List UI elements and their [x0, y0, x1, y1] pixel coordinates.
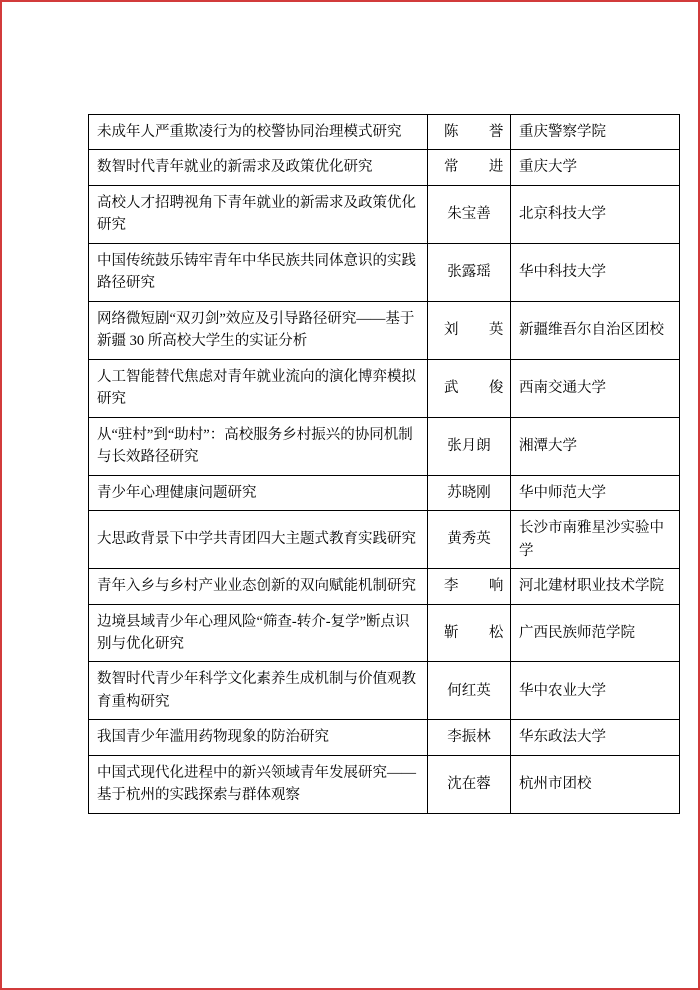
cell-project-title: 未成年人严重欺凌行为的校警协同治理模式研究 — [89, 115, 428, 150]
cell-organization: 北京科技大学 — [511, 185, 680, 243]
cell-author-name: 黄秀英 — [428, 511, 511, 569]
table-body — [89, 115, 680, 814]
cell-author-name: 沈在蓉 — [428, 755, 511, 813]
cell-author-name: 苏晓刚 — [428, 475, 511, 510]
cell-project-title: 我国青少年滥用药物现象的防治研究 — [89, 720, 428, 755]
cell-project-title: 青年入乡与乡村产业业态创新的双向赋能机制研究 — [89, 569, 428, 604]
table-row — [89, 115, 680, 150]
cell-author-name — [428, 115, 511, 150]
author-name-text: 刘 英 — [443, 322, 512, 339]
cell-organization: 杭州市团校 — [511, 755, 680, 813]
cell-organization: 长沙市南雅星沙实验中学 — [511, 511, 680, 569]
table-row — [89, 301, 680, 359]
table-container — [88, 114, 664, 814]
table-row — [89, 475, 680, 510]
cell-project-title: 网络微短剧“双刃剑”效应及引导路径研究——基于新疆 30 所高校大学生的实证分析 — [89, 301, 428, 359]
cell-author-name: 张月朗 — [428, 417, 511, 475]
cell-organization: 华东政法大学 — [511, 720, 680, 755]
cell-project-title: 高校人才招聘视角下青年就业的新需求及政策优化研究 — [89, 185, 428, 243]
cell-organization: 河北建材职业技术学院 — [511, 569, 680, 604]
author-name-text: 陈 誉 — [443, 124, 512, 140]
cell-project-title: 边境县域青少年心理风险“筛查-转介-复学”断点识别与优化研究 — [89, 604, 428, 662]
cell-author-name: 何红英 — [428, 662, 511, 720]
cell-organization: 华中科技大学 — [511, 243, 680, 301]
cell-organization: 西南交通大学 — [511, 359, 680, 417]
cell-author-name — [428, 604, 511, 662]
cell-author-name — [428, 150, 511, 185]
author-name-text: 常 进 — [443, 159, 512, 176]
cell-organization: 重庆警察学院 — [511, 115, 680, 150]
cell-author-name: 张露瑶 — [428, 243, 511, 301]
cell-project-title: 人工智能替代焦虑对青年就业流向的演化博弈模拟研究 — [89, 359, 428, 417]
table-row — [89, 417, 680, 475]
cell-project-title: 数智时代青年就业的新需求及政策优化研究 — [89, 150, 428, 185]
cell-organization: 重庆大学 — [511, 150, 680, 185]
cell-project-title: 中国传统鼓乐铸牢青年中华民族共同体意识的实践路径研究 — [89, 243, 428, 301]
cell-project-title: 数智时代青少年科学文化素养生成机制与价值观教育重构研究 — [89, 662, 428, 720]
cell-author-name: 朱宝善 — [428, 185, 511, 243]
table-row — [89, 569, 680, 604]
cell-project-title: 中国式现代化进程中的新兴领域青年发展研究——基于杭州的实践探索与群体观察 — [89, 755, 428, 813]
cell-organization: 湘潭大学 — [511, 417, 680, 475]
author-name-text: 武 俊 — [443, 379, 512, 396]
table-row — [89, 185, 680, 243]
table-row — [89, 755, 680, 813]
cell-organization: 华中农业大学 — [511, 662, 680, 720]
table-row — [89, 720, 680, 755]
cell-organization: 新疆维吾尔自治区团校 — [511, 301, 680, 359]
author-name-text: 靳 松 — [443, 624, 512, 641]
table-row — [89, 511, 680, 569]
table-row — [89, 243, 680, 301]
cell-organization: 华中师范大学 — [511, 475, 680, 510]
table-row — [89, 150, 680, 185]
cell-author-name — [428, 359, 511, 417]
projects-table — [88, 114, 680, 814]
cell-author-name — [428, 569, 511, 604]
cell-author-name: 李振林 — [428, 720, 511, 755]
table-row — [89, 662, 680, 720]
cell-organization: 广西民族师范学院 — [511, 604, 680, 662]
cell-project-title: 从“驻村”到“助村”：高校服务乡村振兴的协同机制与长效路径研究 — [89, 417, 428, 475]
author-name-text: 李 响 — [443, 578, 512, 595]
table-row — [89, 604, 680, 662]
cell-author-name — [428, 301, 511, 359]
cell-project-title: 大思政背景下中学共青团四大主题式教育实践研究 — [89, 511, 428, 569]
table-row — [89, 359, 680, 417]
cell-project-title: 青少年心理健康问题研究 — [89, 475, 428, 510]
